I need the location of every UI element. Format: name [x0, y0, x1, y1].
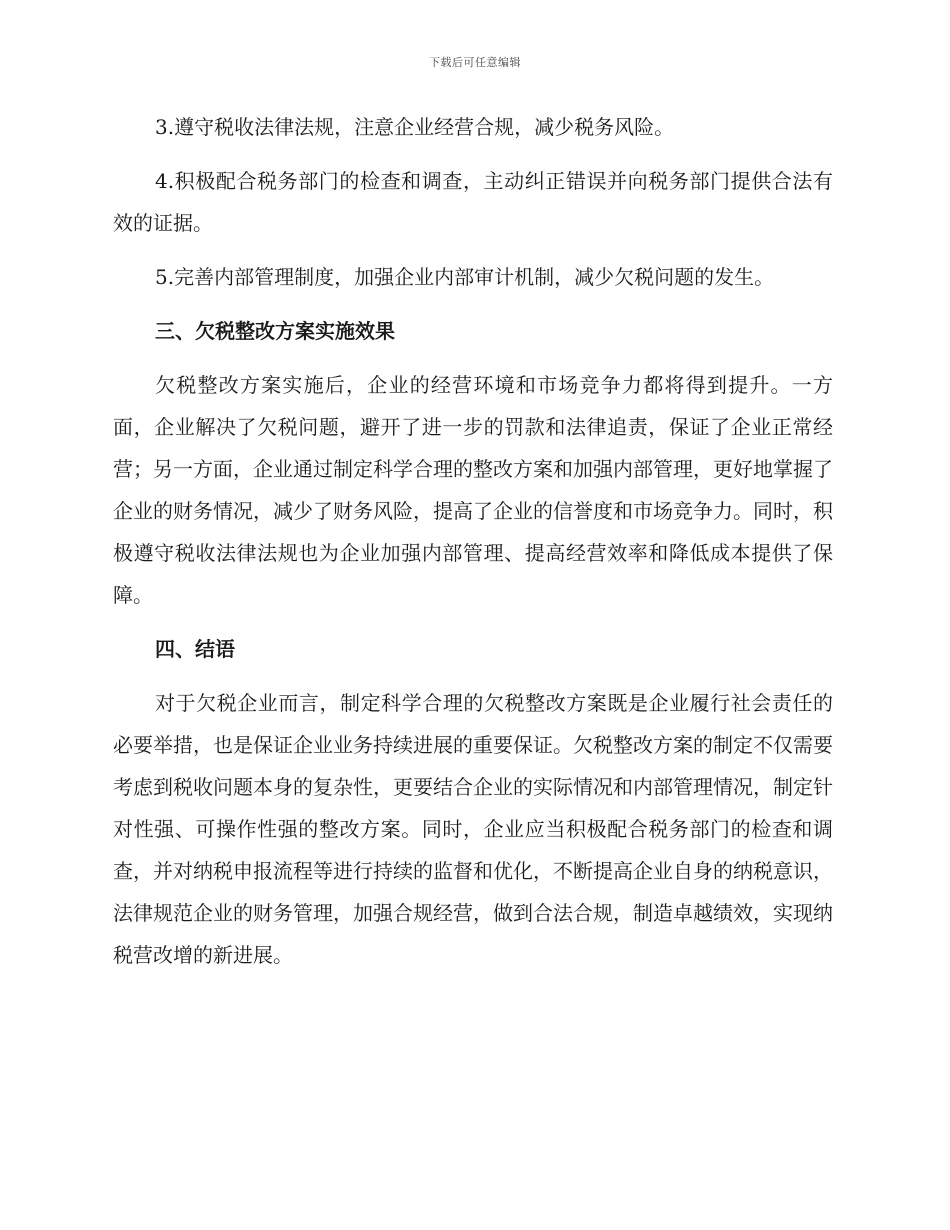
section-heading-conclusion: 四、结语: [155, 637, 235, 661]
list-item-3: 3.遵守税收法律法规，注意企业经营合规，减少税务风险。: [155, 115, 675, 139]
section-heading-implementation-effect: 三、欠税整改方案实施效果: [155, 319, 395, 343]
section-paragraph-implementation-effect: 欠税整改方案实施后，企业的经营环境和市场竞争力都将得到提升。一方面，企业解决了欠税问题，避开了进一步的罚款和法律追责，保证了企业正常经营；另一方面，企业通过制定科学合理的整改方案和加强内部管理，更好地掌握了企业的财务情况，减少了财务风险，提高了企业的信誉度和市场竞争力。同时，积极遵守税收法律法规也为企业加强内部管理、提高经营效率和降低成本提供了保障。: [113, 373, 833, 607]
section-paragraph-conclusion: 对于欠税企业而言，制定科学合理的欠税整改方案既是企业履行社会责任的必要举措，也是保证企业业务持续进展的重要保证。欠税整改方案的制定不仅需要考虑到税收问题本身的复杂性，更要结合企业的实际情况和内部管理情况，制定针对性强、可操作性强的整改方案。同时，企业应当积极配合税务部门的检查和调查，并对纳税申报流程等进行持续的监督和优化，不断提高企业自身的纳税意识，法律规范企业的财务管理，加强合规经营，做到合法合规，制造卓越绩效，实现纳税营改增的新进展。: [113, 691, 833, 967]
list-item-5: 5.完善内部管理制度，加强企业内部审计机制，减少欠税问题的发生。: [155, 265, 775, 289]
page-header: 下载后可任意编辑: [429, 56, 521, 69]
list-item-4: 4.积极配合税务部门的检查和调查，主动纠正错误并向税务部门提供合法有效的证据。: [113, 169, 833, 235]
document-body: [113, 106, 833, 976]
